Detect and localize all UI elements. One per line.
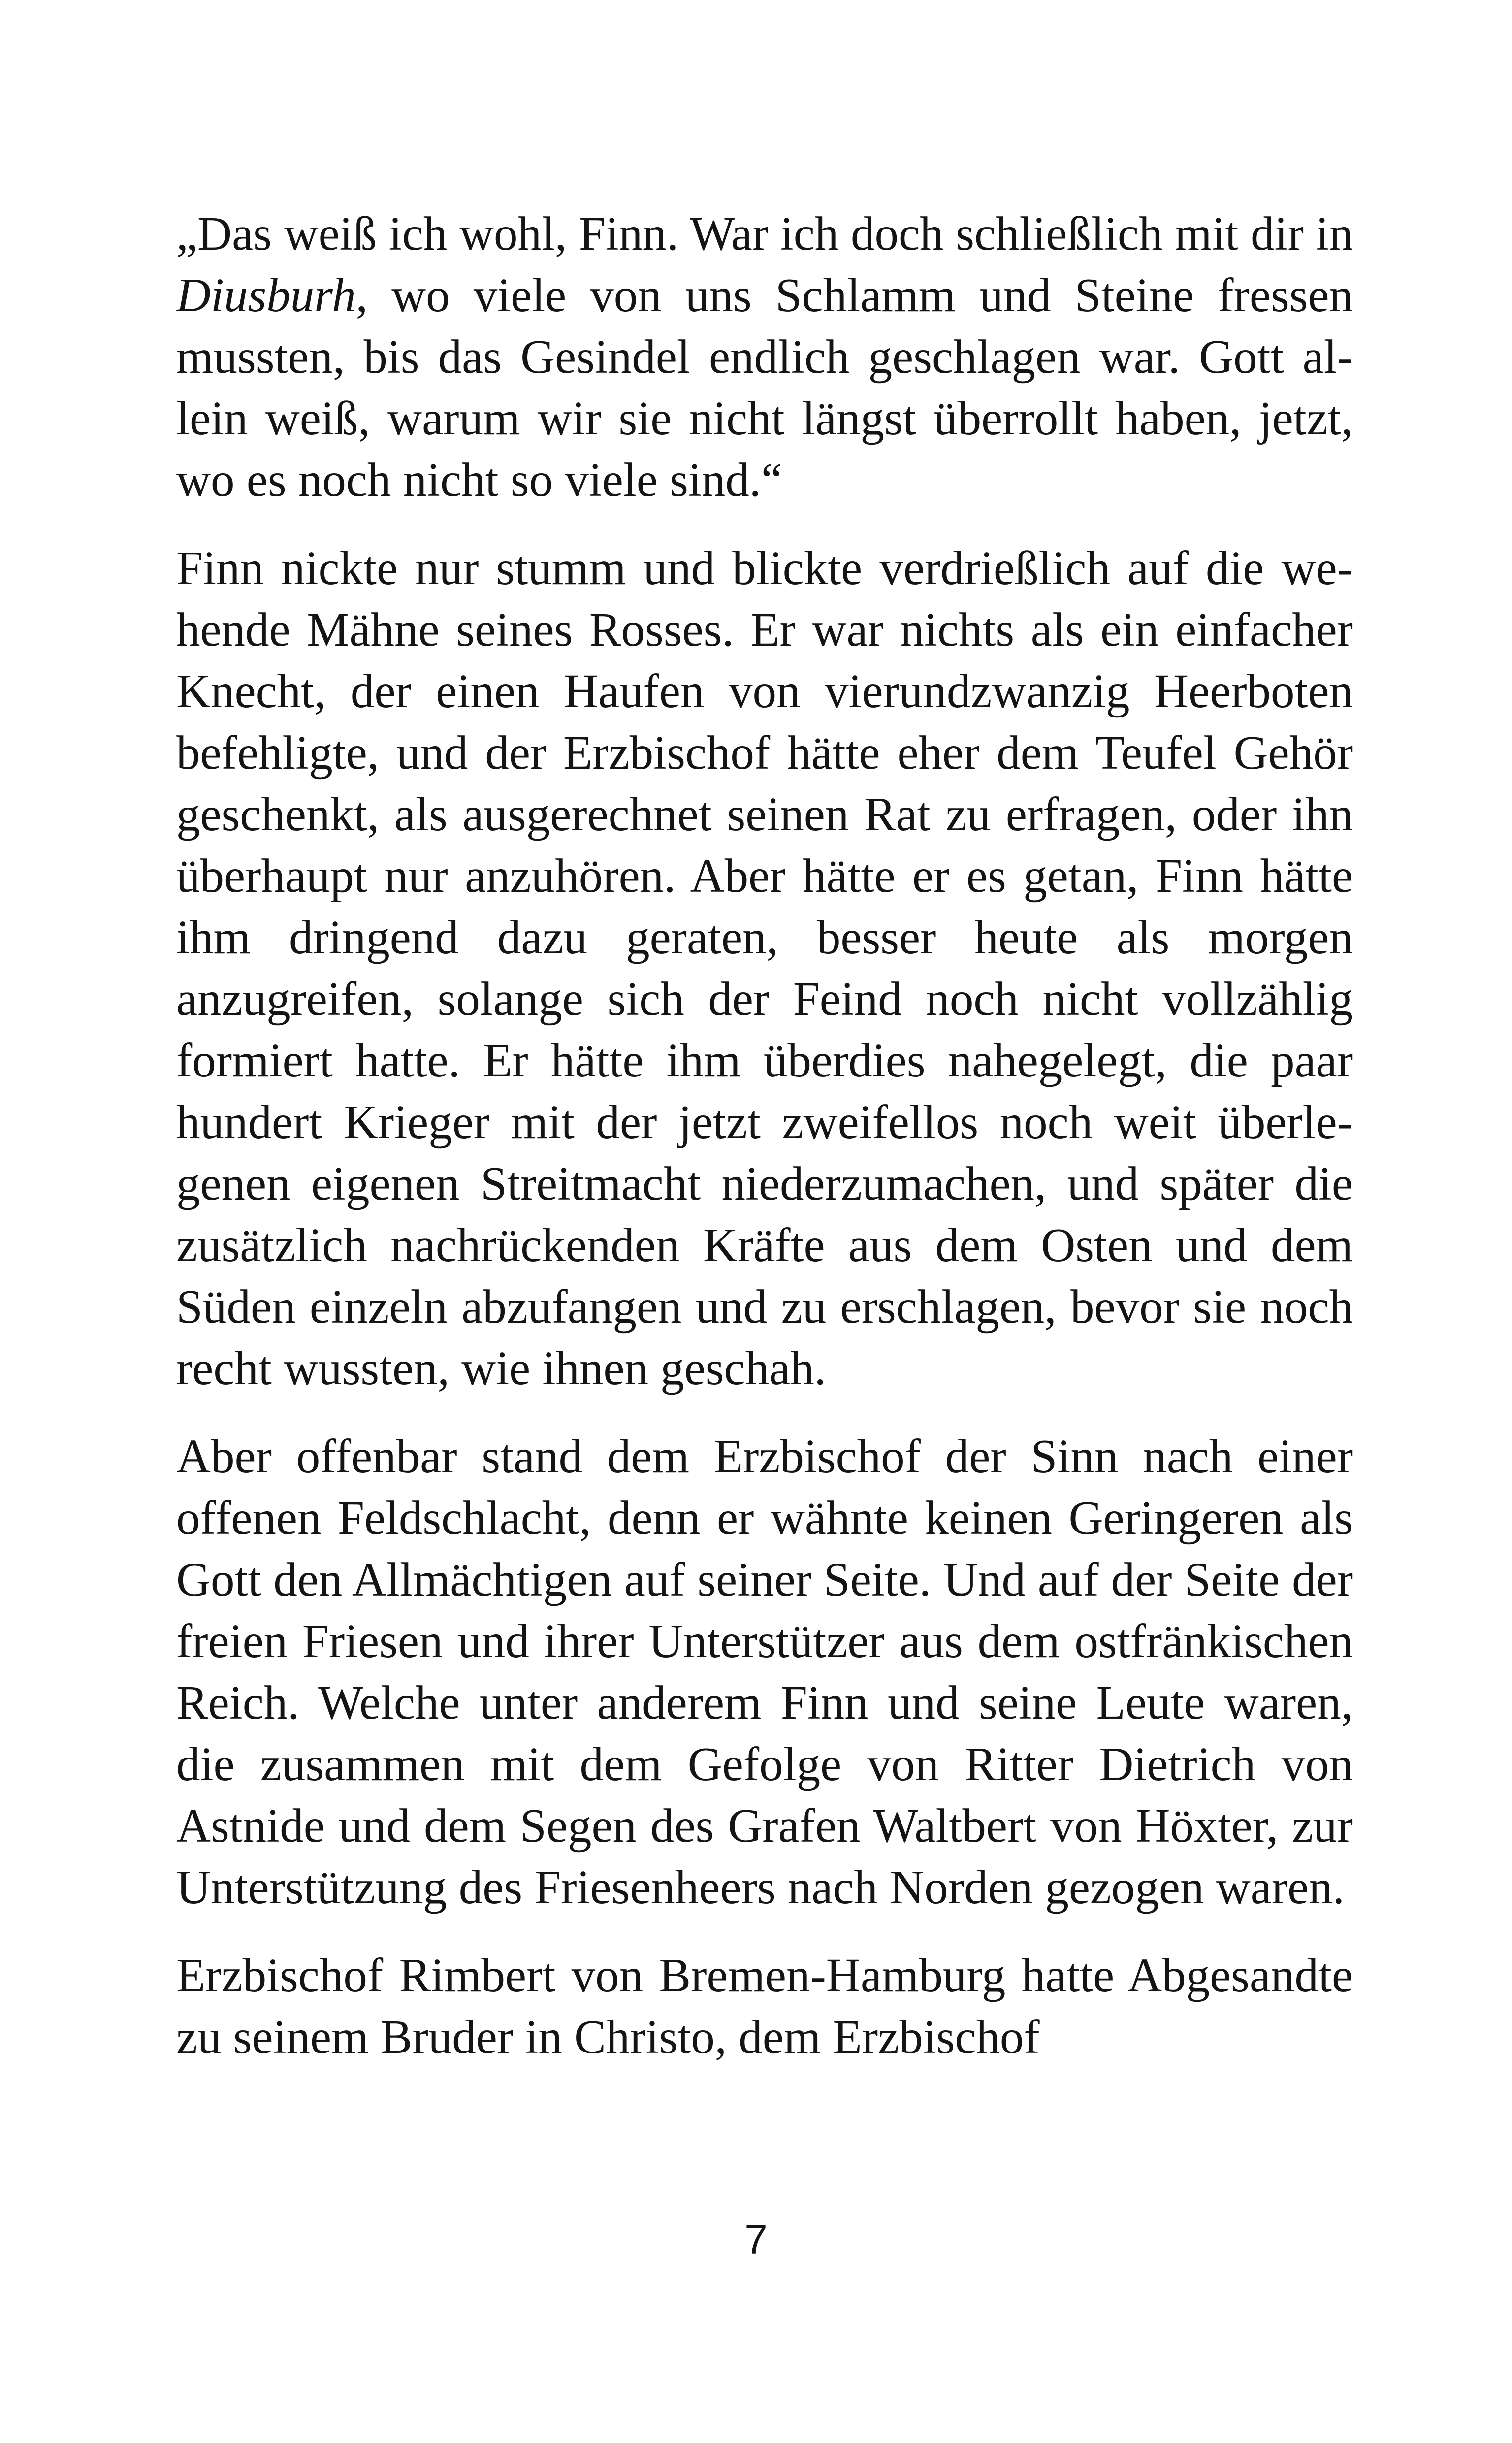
body-text (176, 203, 1353, 2068)
paragraph-1-text-cont: , wo viele von uns Schlamm und Steine fressen mussten, bis das Gesindel endlich geschlagen war. Gott allein weiß, warum wir sie nicht längst überrollt haben, jetzt, wo es noch nicht so viele sind.“ (176, 269, 1353, 506)
paragraph-2 (176, 537, 1353, 1399)
place-name-diusburh: Diusburh (176, 269, 356, 322)
paragraph-3 (176, 1426, 1353, 1918)
paragraph-3-text: Aber offenbar stand dem Erzbischof der Sinn nach einer offenen Feldschlacht, denn er wähnte keinen Geringeren als Gott den Allmächtigen auf seiner Seite. Und auf der Seite der freien Friesen und ihrer Unterstützer aus dem ostfränkischen Reich. Welche unter anderem Finn und seine Leute waren, die zusammen mit dem Gefolge von Ritter Dietrich von Astnide und dem Segen des Grafen Waltbert von Höxter, zur Unterstützung des Friesenheers nach Norden gezogen waren. (176, 1430, 1353, 1914)
paragraph-4-text: Erzbischof Rimbert von Bremen-Hamburg hatte Abgesandte zu seinem Bruder in Christo, dem Erzbischof (176, 1949, 1353, 2063)
paragraph-4 (176, 1945, 1353, 2068)
paragraph-1-text: „Das weiß ich wohl, Finn. War ich doch schließlich mit dir in (176, 207, 1353, 260)
page-number: 7 (744, 2216, 768, 2263)
paragraph-2-text: Finn nickte nur stumm und blickte verdrießlich auf die wehende Mähne seines Rosses. Er war nichts als ein einfacher Knecht, der einen Haufen von vierundzwanzig Heerboten befehligte, und der Erzbischof hätte eher dem Teufel Gehör geschenkt, als ausgerechnet seinen Rat zu erfragen, oder ihn überhaupt nur anzuhören. Aber hätte er es getan, Finn hätte ihm dringend dazu geraten, besser heute als morgen anzugreifen, solange sich der Feind noch nicht vollzählig formiert hatte. Er hätte ihm überdies nahegelegt, die paar hundert Krieger mit der jetzt zweifellos noch weit überlegenen eigenen Streitmacht niederzumachen, und später die zusätzlich nachrückenden Kräfte aus dem Osten und dem Süden einzeln abzufangen und zu erschlagen, bevor sie noch recht wussten, wie ihnen geschah. (176, 542, 1353, 1395)
paragraph-1 (176, 203, 1353, 511)
